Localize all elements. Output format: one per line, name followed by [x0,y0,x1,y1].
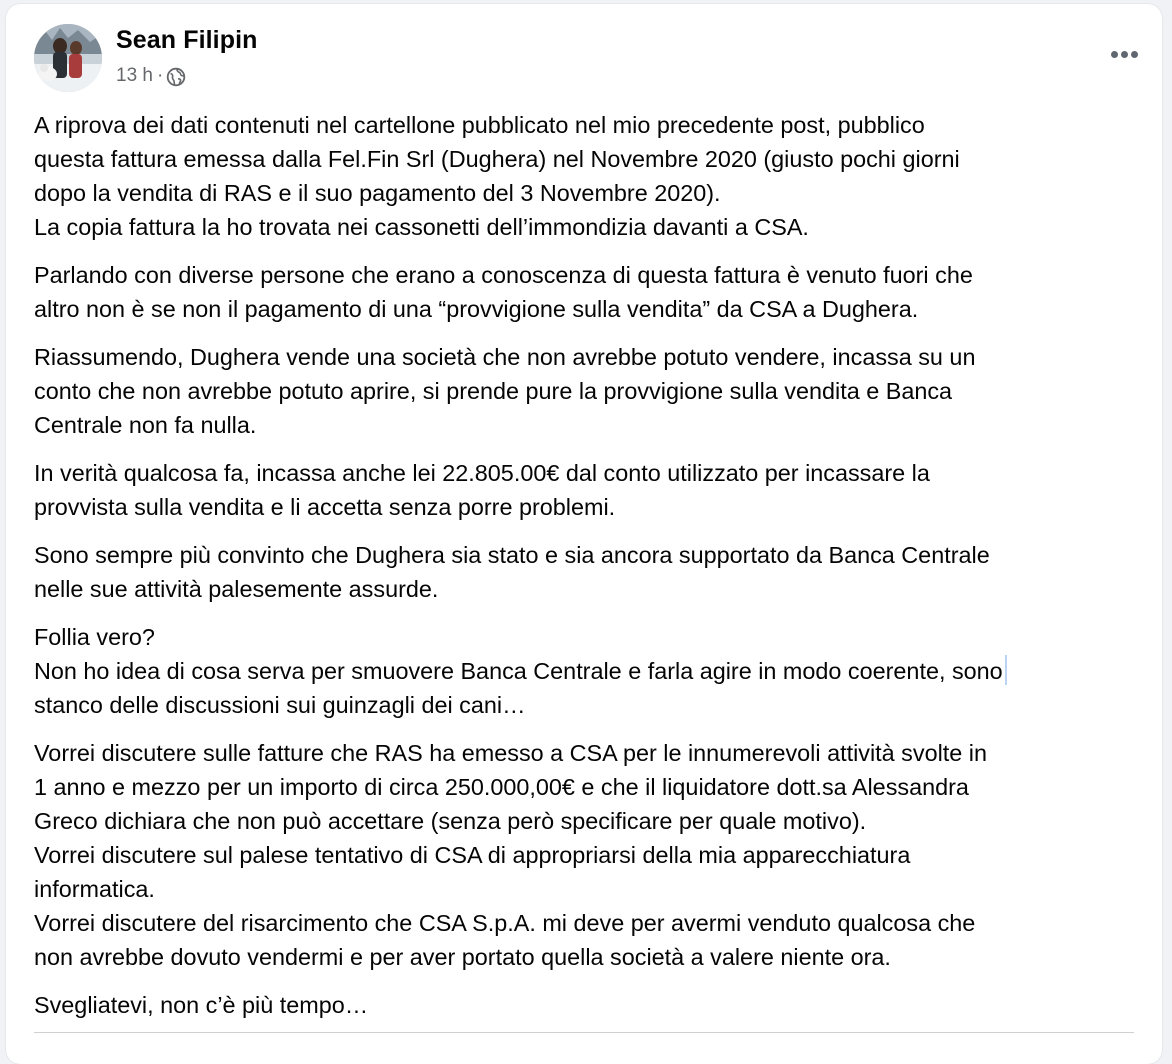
post-text-line: In verità qualcosa fa, incassa anche lei 22.805.00€ dal conto utilizzato per incassare la [34,460,930,486]
post-text-line: Sono sempre più convinto che Dughera sia stato e sia ancora supportato da Banca Centrale [34,542,990,568]
post-header [6,4,1162,104]
post-text-line: Svegliatevi, non c’è più tempo… [34,992,369,1018]
author-name[interactable]: Sean Filipin [116,26,258,54]
post-text-line: La copia fattura la ho trovata nei cassonetti dell’immondizia davanti a CSA. [34,214,809,240]
post-paragraph [34,736,1142,974]
post-timestamp[interactable]: 13 h [116,64,153,86]
post-text-line: Non ho idea di cosa serva per smuovere Banca Centrale e farla agire in modo coerente, sono [34,654,1142,688]
post-meta [116,64,186,87]
post-paragraph [34,108,1142,244]
post-text-line: Vorrei discutere sul palese tentativo di CSA di appropriarsi della mia apparecchiatura [34,842,911,868]
post-text-line: Greco dichiara che non può accettare (senza però specificare per quale motivo). [34,808,867,834]
post-text-line: provvista sulla vendita e li accetta senza porre problemi. [34,494,616,520]
post-paragraph [34,988,1142,1022]
post-paragraph [34,340,1142,442]
footer-divider [34,1032,1134,1033]
post-text-line: Parlando con diverse persone che erano a conoscenza di questa fattura è venuto fuori che [34,262,973,288]
post-text-line: conto che non avrebbe potuto aprire, si prende pure la provvigione sulla vendita e Banca [34,378,953,404]
post-text-line: non avrebbe dovuto vendermi e per aver portato quella società a valere niente ora. [34,944,891,970]
post-paragraph [34,620,1142,722]
post-text-line: A riprova dei dati contenuti nel cartellone pubblicato nel mio precedente post, pubblico [34,112,925,138]
more-options-button[interactable] [1100,34,1148,74]
post-text-line: Vorrei discutere sulle fatture che RAS ha emesso a CSA per le innumerevoli attività svolte in [34,740,987,766]
post-text [34,108,1142,1036]
meta-separator: · [156,64,164,86]
post-paragraph [34,538,1142,606]
post-text-line: Follia vero? [34,624,155,650]
post-text-line: nelle sue attività palesemente assurde. [34,576,439,602]
post-text-line: Riassumendo, Dughera vende una società che non avrebbe potuto vendere, incassa su un [34,344,976,370]
post-paragraph [34,258,1142,326]
post-paragraph [34,456,1142,524]
post-text-line: informatica. [34,876,155,902]
globe-icon[interactable] [166,67,186,87]
author-avatar[interactable] [34,24,102,92]
post-card [6,4,1162,1064]
post-text-line: altro non è se non il pagamento di una “provvigione sulla vendita” da CSA a Dughera. [34,296,919,322]
post-text-line: Centrale non fa nulla. [34,412,257,438]
post-text-line: dopo la vendita di RAS e il suo pagamento del 3 Novembre 2020). [34,180,721,206]
post-text-line: 1 anno e mezzo per un importo di circa 250.000,00€ e che il liquidatore dott.sa Alessandra [34,774,969,800]
text-cursor [1005,655,1007,685]
post-text-line: Vorrei discutere del risarcimento che CSA S.p.A. mi deve per avermi venduto qualcosa che [34,910,976,936]
avatar-photo [34,24,102,92]
post-text-line: stanco delle discussioni sui guinzagli dei cani… [34,692,526,718]
more-horizontal-icon [1111,51,1138,58]
post-text-line: questa fattura emessa dalla Fel.Fin Srl (Dughera) nel Novembre 2020 (giusto pochi giorni [34,146,960,172]
